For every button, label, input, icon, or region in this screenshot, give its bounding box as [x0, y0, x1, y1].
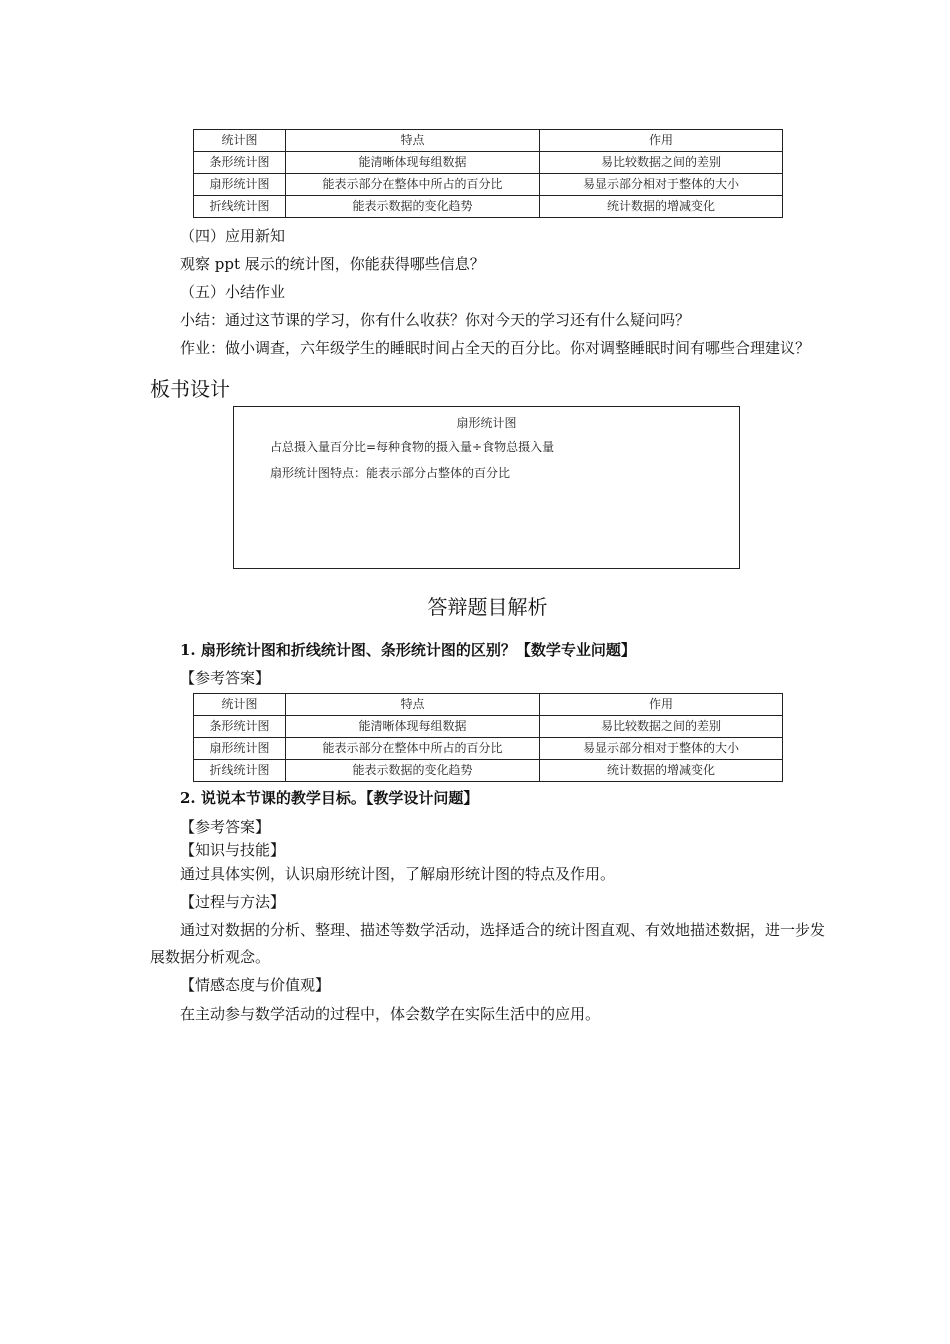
table-row: [194, 760, 783, 782]
defense-title: 答辩题目解析: [427, 595, 548, 619]
reference-answer-label: 【参考答案】: [180, 818, 271, 836]
table-row: [194, 174, 783, 196]
board-design-heading: 板书设计: [150, 377, 230, 401]
homework-text: 作业：做小调查，六年级学生的睡眠时间占全天的百分比。你对调整睡眠时间有哪些合理建议？: [180, 339, 811, 357]
knowledge-heading: 【知识与技能】: [180, 841, 286, 859]
table-cell: 易比较数据之间的差别: [540, 716, 783, 738]
table-header-row: [194, 694, 783, 716]
board-title: 扇形统计图: [456, 416, 517, 430]
question-2: 2. 说说本节课的教学目标。【教学设计问题】: [180, 789, 479, 807]
section5-heading: （五）小结作业: [180, 283, 286, 301]
table-row: [194, 196, 783, 218]
summary-text: 小结：通过这节课的学习，你有什么收获？你对今天的学习还有什么疑问吗？: [180, 311, 691, 329]
answer-comparison-table: [193, 693, 783, 782]
table-cell: 统计数据的增减变化: [540, 196, 783, 218]
header-cell: 作用: [540, 130, 783, 152]
header-cell: 作用: [540, 694, 783, 716]
header-cell: 统计图: [194, 694, 286, 716]
table-cell: 易显示部分相对于整体的大小: [540, 174, 783, 196]
board-feature: 扇形统计图特点：能表示部分占整体的百分比: [270, 466, 511, 480]
table-row: [194, 716, 783, 738]
table-cell: 能表示数据的变化趋势: [286, 196, 540, 218]
blackboard-box: [233, 406, 740, 569]
section4-text: 观察 ppt 展示的统计图，你能获得哪些信息？: [180, 255, 485, 273]
table-cell: 能表示数据的变化趋势: [286, 760, 540, 782]
table-cell: 折线统计图: [194, 196, 286, 218]
process-text-continued: 展数据分析观念。: [150, 948, 271, 966]
table-cell: 易比较数据之间的差别: [540, 152, 783, 174]
header-cell: 特点: [286, 130, 540, 152]
knowledge-text: 通过具体实例，认识扇形统计图，了解扇形统计图的特点及作用。: [180, 865, 616, 883]
table-cell: 能清晰体现每组数据: [286, 716, 540, 738]
table-cell: 条形统计图: [194, 716, 286, 738]
question-1: 1. 扇形统计图和折线统计图、条形统计图的区别？【数学专业问题】: [180, 641, 636, 659]
table-cell: 扇形统计图: [194, 174, 286, 196]
process-text: 通过对数据的分析、整理、描述等数学活动，选择适合的统计图直观、有效地描述数据，进一步发: [180, 921, 826, 939]
board-formula: 占总摄入量百分比=每种食物的摄入量÷食物总摄入量: [270, 440, 555, 454]
table-cell: 条形统计图: [194, 152, 286, 174]
reference-answer-label: 【参考答案】: [180, 669, 271, 687]
table-row: [194, 152, 783, 174]
table-cell: 扇形统计图: [194, 738, 286, 760]
header-cell: 统计图: [194, 130, 286, 152]
table-cell: 易显示部分相对于整体的大小: [540, 738, 783, 760]
chart-comparison-table: [193, 129, 783, 218]
table-cell: 能表示部分在整体中所占的百分比: [286, 738, 540, 760]
section4-heading: （四）应用新知: [180, 227, 286, 245]
table-header-row: [194, 130, 783, 152]
process-heading: 【过程与方法】: [180, 893, 286, 911]
table-cell: 折线统计图: [194, 760, 286, 782]
table-row: [194, 738, 783, 760]
table-cell: 统计数据的增减变化: [540, 760, 783, 782]
emotion-text: 在主动参与数学活动的过程中，体会数学在实际生活中的应用。: [180, 1005, 601, 1023]
table-cell: 能表示部分在整体中所占的百分比: [286, 174, 540, 196]
emotion-heading: 【情感态度与价值观】: [180, 976, 331, 994]
header-cell: 特点: [286, 694, 540, 716]
table-cell: 能清晰体现每组数据: [286, 152, 540, 174]
